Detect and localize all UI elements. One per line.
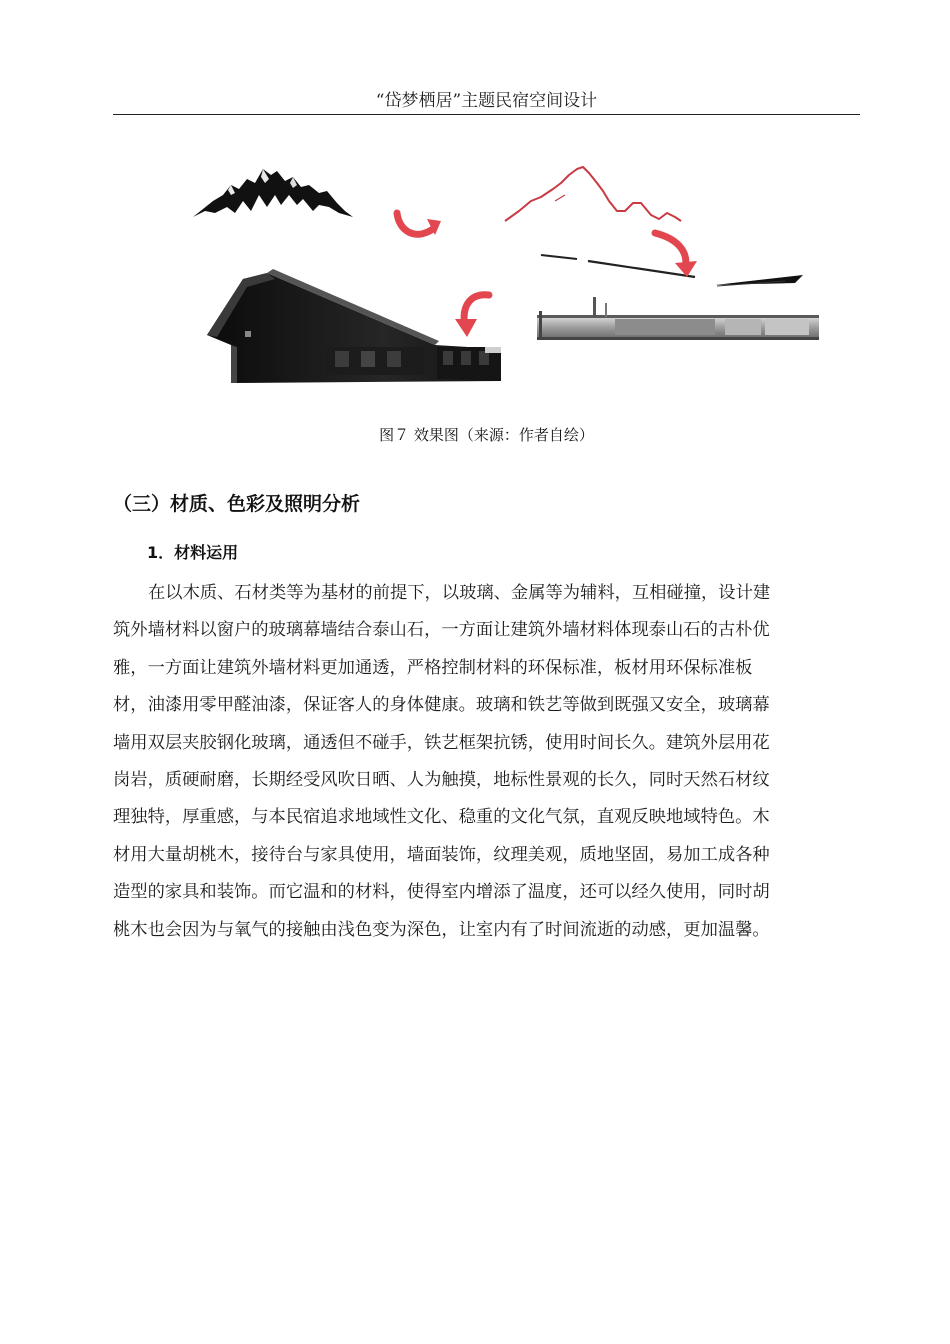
body-paragraph xyxy=(113,575,863,949)
paragraph-line: 墙用双层夹胶钢化玻璃，通透但不碰手，铁艺框架抗锈，使用时间长久。建筑外层用花 xyxy=(113,732,770,753)
paragraph-line: 材，油漆用零甲醛油漆，保证客人的身体健康。玻璃和铁艺等做到既强又安全，玻璃幕 xyxy=(113,695,770,716)
paragraph-line: 岗岩，质硬耐磨，长期经受风吹日晒、人为触摸，地标性景观的长久，同时天然石材纹 xyxy=(113,769,770,790)
figure-caption: 图７ 效果图（来源：作者自绘） xyxy=(379,426,594,444)
figure-7 xyxy=(185,155,835,395)
paragraph-line: 雅，一方面让建筑外墙材料更加通透，严格控制材料的环保标准，板材用环保标准板 xyxy=(113,657,753,678)
running-header: “岱梦栖居”主题民宿空间设计 xyxy=(375,91,598,111)
header-rule xyxy=(113,114,860,115)
sub-heading: 1．材料运用 xyxy=(147,543,239,562)
red-curved-arrow-icon xyxy=(455,295,489,337)
paragraph-line: 理独特，厚重感，与本民宿追求地域性文化、稳重的文化气氛，直观反映地域特色。木 xyxy=(113,807,770,828)
red-curved-arrow-icon xyxy=(397,213,441,235)
mountain-silhouette-icon xyxy=(193,169,353,217)
section-heading: （三）材质、色彩及照明分析 xyxy=(113,493,361,515)
roof-line-sketch-icon xyxy=(505,167,803,286)
paragraph-line: 材用大量胡桃木，接待台与家具使用，墙面装饰，纹理美观，质地坚固，易加工成各种 xyxy=(113,844,770,865)
building-elevation-image xyxy=(537,297,819,340)
paragraph-line: 造型的家具和装饰。而它温和的材料，使得室内增添了温度，还可以经久使用，同时胡 xyxy=(113,882,770,903)
paragraph-line: 在以木质、石材类等为基材的前提下，以玻璃、金属等为辅料，互相碰撞，设计建 xyxy=(148,583,771,603)
red-curved-arrow-icon xyxy=(655,233,697,277)
paragraph-line: 桃木也会因为与氧气的接触由浅色变为深色，让室内有了时间流逝的动感，更加温馨。 xyxy=(113,919,770,940)
paragraph-line: 筑外墙材料以窗户的玻璃幕墙结合泰山石，一方面让建筑外墙材料体现泰山石的古朴优 xyxy=(113,620,770,641)
building-render-image xyxy=(207,269,501,383)
